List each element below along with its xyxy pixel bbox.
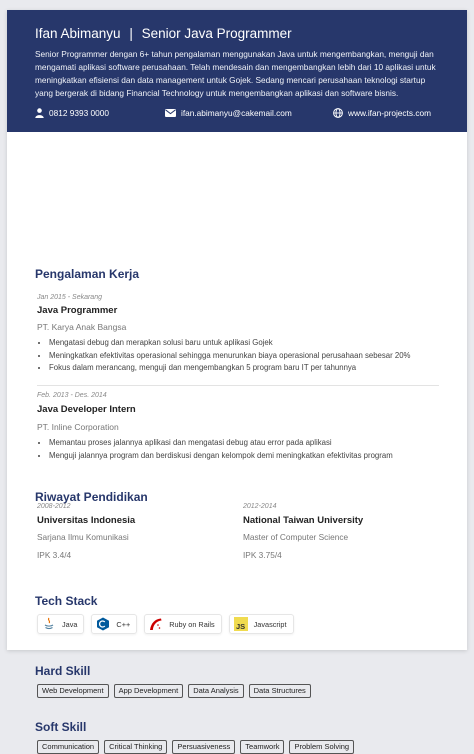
- rails-icon: [149, 617, 163, 631]
- section-title-hard-skill: Hard Skill: [35, 664, 91, 678]
- candidate-role: Senior Java Programmer: [141, 26, 292, 41]
- website-url[interactable]: www.ifan-projects.com: [348, 108, 431, 118]
- tech-label: Ruby on Rails: [169, 619, 215, 629]
- job-bullets: [37, 437, 437, 462]
- skill-tag: Critical Thinking: [104, 740, 167, 754]
- skill-tag: Web Development: [37, 684, 109, 698]
- title-separator: |: [129, 26, 133, 41]
- education-date: 2012-2014: [243, 503, 277, 510]
- tech-item-cpp: [91, 614, 137, 634]
- tech-label: Java: [62, 619, 78, 629]
- tech-stack-list: [37, 614, 301, 634]
- skill-tag: Communication: [37, 740, 99, 754]
- job-date: Jan 2015 - Sekarang: [37, 294, 102, 301]
- gpa-value: IPK 3.75/4: [243, 550, 282, 560]
- phone-number: 0812 9393 0000: [49, 108, 109, 118]
- contact-email[interactable]: [165, 108, 333, 118]
- skill-tag: Data Structures: [249, 684, 311, 698]
- tech-label: C++: [116, 619, 131, 629]
- job-company: PT. Inline Corporation: [37, 422, 119, 432]
- job-bullets: [37, 337, 437, 375]
- contact-bar: [35, 108, 439, 118]
- job-entry: [37, 294, 437, 375]
- soft-skill-tags: [37, 740, 359, 754]
- tech-item-rails: [144, 614, 221, 634]
- degree-name: Sarjana Ilmu Komunikasi: [37, 532, 129, 542]
- degree-name: Master of Computer Science: [243, 532, 349, 542]
- education-item: [37, 492, 243, 560]
- name-title-line: [35, 26, 439, 41]
- education-item: [243, 492, 449, 560]
- section-title-experience: Pengalaman Kerja: [35, 267, 140, 281]
- skill-tag: Persuasiveness: [172, 740, 235, 754]
- resume-header: [7, 10, 467, 132]
- section-title-education: Riwayat Pendidikan: [35, 490, 148, 504]
- job-entry: [37, 392, 437, 462]
- person-icon: [35, 108, 44, 118]
- section-title-tech: Tech Stack: [35, 594, 98, 608]
- profile-summary: Senior Programmer dengan 6+ tahun pengalaman menggunakan Java untuk mengembangkan, menguji dan mengamati aplikasi software perusahaan. Telah mendesain dan mengembangkan lebih dari 10 aplikasi untuk meningkatkan efisiensi dan data management untuk Gojek. Sedang mencari perusahaan teknologi startup yang bergerak di bidang Financial Technology untuk mengembangkan aplikasi dan software bisnis.: [35, 49, 436, 98]
- job-bullet: • Fokus dalam merancang, menguji dan mengembangkan 5 program baru IT per tahunnya: [49, 362, 437, 375]
- globe-icon: [333, 108, 343, 118]
- mail-icon: [165, 109, 176, 117]
- svg-text:JS: JS: [235, 622, 245, 631]
- school-name: Universitas Indonesia: [37, 515, 136, 526]
- email-address[interactable]: ifan.abimanyu@cakemail.com: [181, 108, 292, 118]
- job-bullet: • Memantau proses jalannya aplikasi dan mengatasi debug atau error pada aplikasi: [49, 437, 437, 450]
- js-icon: [234, 617, 248, 631]
- gpa-value: IPK 3.4/4: [37, 550, 72, 560]
- job-title: Java Developer Intern: [37, 404, 136, 415]
- tech-label: Javascript: [253, 619, 287, 629]
- education-list: [37, 492, 449, 560]
- job-date: Feb. 2013 - Des. 2014: [37, 392, 107, 399]
- section-title-soft-skill: Soft Skill: [35, 720, 87, 734]
- skill-tag: Data Analysis: [188, 684, 243, 698]
- tech-item-java: [37, 614, 84, 634]
- job-bullet: • Mengatasi debug dan merapkan solusi baru untuk aplikasi Gojek: [49, 337, 437, 350]
- contact-website[interactable]: [333, 108, 431, 118]
- cpp-icon: [96, 617, 110, 631]
- job-bullet: • Menguji jalannya program dan berdiskusi dengan kelompok demi meningkatkan efektivitas program: [49, 450, 437, 463]
- skill-tag: Teamwork: [240, 740, 284, 754]
- contact-phone: [35, 108, 165, 118]
- skill-tag: Problem Solving: [289, 740, 354, 754]
- job-bullet: • Meningkatkan efektivitas operasional sehingga menurunkan biaya operasional perusahaan sebesar 20%: [49, 350, 437, 363]
- java-icon: [42, 617, 56, 631]
- job-title: Java Programmer: [37, 305, 118, 316]
- job-company: PT. Karya Anak Bangsa: [37, 322, 127, 332]
- resume-page: [7, 10, 467, 751]
- candidate-name: Ifan Abimanyu: [35, 26, 121, 41]
- skill-tag: App Development: [114, 684, 184, 698]
- school-name: National Taiwan University: [243, 515, 364, 526]
- education-date: 2008-2012: [37, 503, 71, 510]
- section-divider: [37, 385, 439, 386]
- tech-item-javascript: [229, 614, 294, 634]
- hard-skill-tags: [37, 684, 316, 698]
